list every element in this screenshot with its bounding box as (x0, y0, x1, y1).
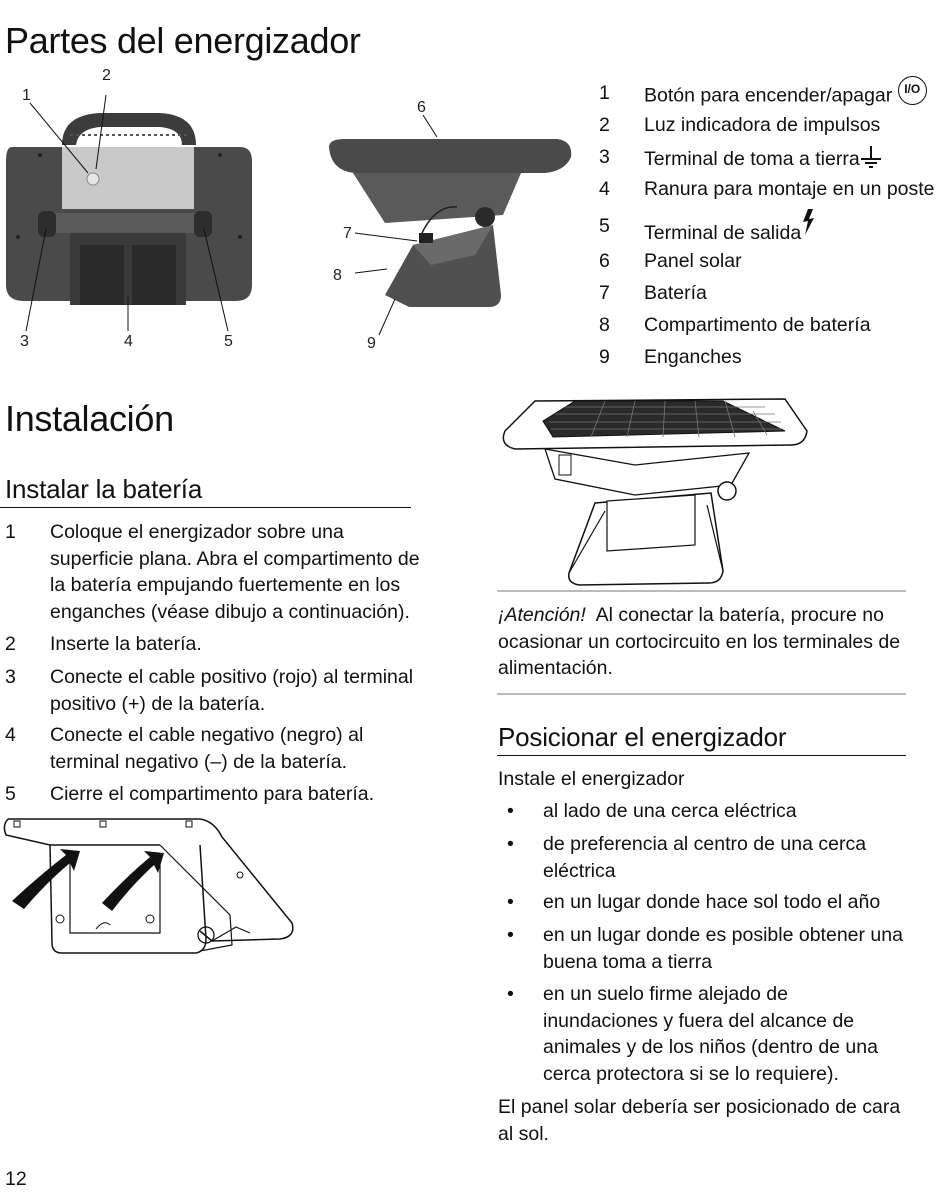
callout-5: 5 (224, 333, 233, 350)
callout-4: 4 (124, 333, 133, 350)
parts-list: 1 Botón para encender/apagar I/O 2 Luz indicadora de impulsos 3 Terminal de toma a tierra 4 Ranura para montaje en un poste 5 Terminal de salida 6 Panel solar 7 Batería 8 Compartimento de batería 9 Enganches (599, 80, 944, 380)
position-section-title: Posicionar el energizador (498, 722, 787, 752)
installation-title: Instalación (5, 398, 174, 439)
on-off-symbol-icon: I/O (898, 76, 927, 105)
callout-8: 8 (333, 267, 342, 284)
energizer-front-drawing (0, 65, 270, 360)
energizer-front-illustration (0, 65, 270, 360)
warning-text: Al conectar la batería, procure no ocasionar un cortocircuito en los terminales de alimentación. (498, 604, 901, 679)
battery-section-rule (0, 507, 411, 508)
position-closing: El panel solar debería ser posicionado de cara al sol. (498, 1096, 901, 1145)
battery-compartment-illustration (0, 815, 300, 960)
energizer-side-illustration (325, 95, 580, 360)
position-intro: Instale el energizador (498, 768, 685, 790)
callout-3: 3 (20, 333, 29, 350)
warning-note (498, 602, 903, 682)
position-section-rule (497, 755, 906, 756)
callout-9: 9 (367, 335, 376, 352)
ground-symbol-icon (860, 146, 882, 168)
battery-steps: 1 Coloque el energizador sobre una superficie plana. Abra el compartimento de la batería empujando fuertemente en los enganches (véase dibujo a continuación). 2 Inserte la batería. 3 Conecte el cable positivo (rojo) al terminal positivo (+) de la batería. 4 Conecte el cable negativo (negro) al terminal negativo (–) de la batería. 5 Cierre el compartimento para batería. (5, 521, 420, 805)
callout-7: 7 (343, 225, 352, 242)
solar-energizer-illustration (495, 395, 810, 590)
battery-section-title: Instalar la batería (5, 474, 203, 504)
page-title: Partes del energizador (5, 20, 361, 61)
warning-label: ¡Atención! (498, 604, 586, 626)
callout-2: 2 (102, 67, 111, 84)
battery-compartment-drawing (0, 815, 300, 960)
callout-1: 1 (22, 87, 31, 104)
lightning-symbol-icon (801, 209, 815, 235)
warning-bottom-rule (497, 693, 906, 695)
warning-top-rule (497, 590, 906, 592)
page-number: 12 (5, 1168, 27, 1190)
callout-6: 6 (417, 99, 426, 116)
position-bullets: • al lado de una cerca eléctrica • de preferencia al centro de una cerca eléctrica • en un lugar donde hace sol todo el año • en un lugar donde es posible obtener una buena toma a tierra • en un suelo firme alejado de inundaciones y fuera del alcance de animales y de los niños (dentro de una cerca protectora si se lo requiere). (507, 800, 903, 1085)
solar-energizer-drawing (495, 395, 810, 590)
energizer-side-drawing (325, 95, 580, 360)
